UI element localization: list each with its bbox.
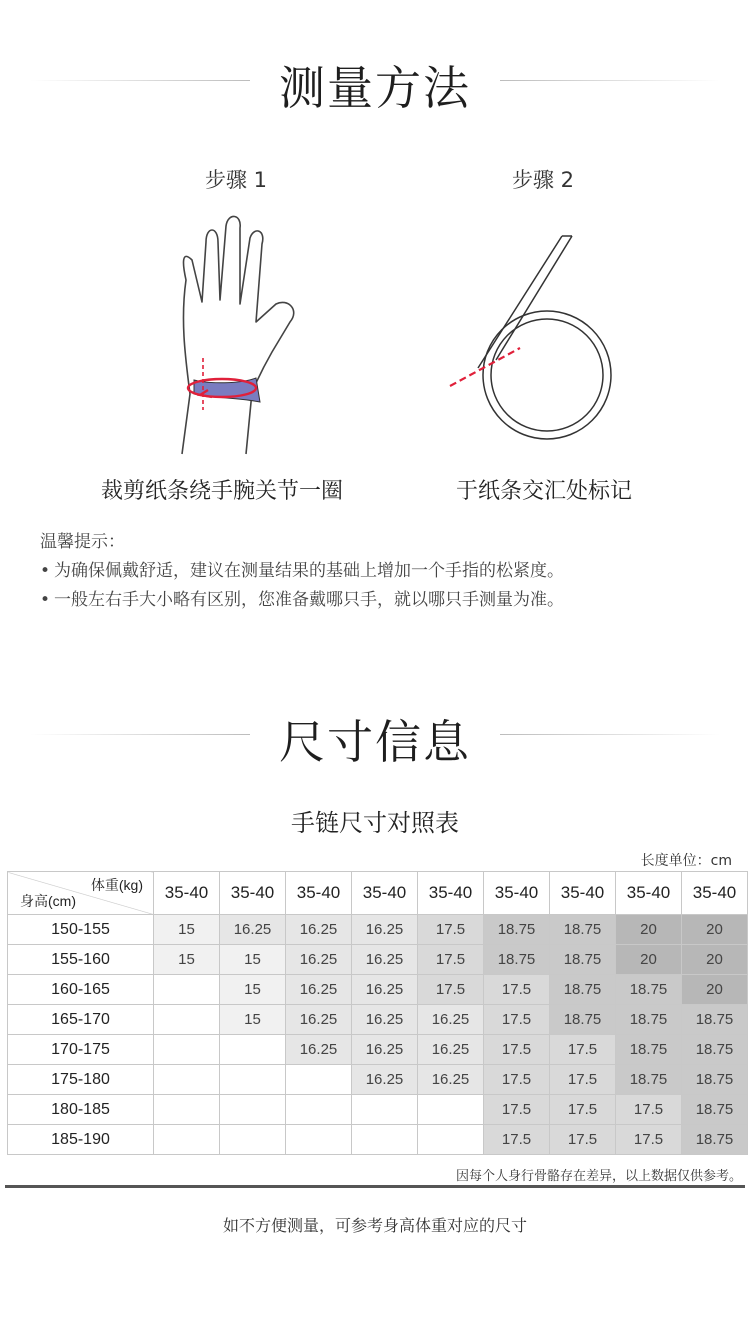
size-cell: 17.5 — [418, 945, 484, 975]
weight-column-header: 35-40 — [286, 872, 352, 915]
size-cell — [286, 1125, 352, 1155]
size-cell: 16.25 — [352, 915, 418, 945]
size-cell: 15 — [220, 945, 286, 975]
size-cell — [220, 1035, 286, 1065]
size-cell — [154, 975, 220, 1005]
size-cell: 16.25 — [352, 1035, 418, 1065]
size-cell: 17.5 — [484, 1065, 550, 1095]
weight-column-header: 35-40 — [352, 872, 418, 915]
size-table — [7, 871, 748, 1155]
size-cell: 18.75 — [682, 1035, 748, 1065]
size-title: 尺寸信息 — [279, 715, 471, 769]
tips-block — [40, 528, 564, 615]
size-cell: 16.25 — [352, 1065, 418, 1095]
size-cell: 15 — [220, 1005, 286, 1035]
paper-strip-illustration — [438, 228, 638, 448]
size-cell: 17.5 — [616, 1125, 682, 1155]
size-cell: 20 — [682, 975, 748, 1005]
size-cell: 17.5 — [484, 1005, 550, 1035]
size-cell: 18.75 — [616, 1035, 682, 1065]
size-cell: 17.5 — [484, 1125, 550, 1155]
footer-note: 如不方便测量，可参考身高体重对应的尺寸 — [222, 1216, 527, 1235]
size-cell: 16.25 — [418, 1065, 484, 1095]
size-cell: 18.75 — [616, 1065, 682, 1095]
size-cell: 16.25 — [418, 1035, 484, 1065]
size-cell: 16.25 — [286, 1035, 352, 1065]
size-cell — [352, 1095, 418, 1125]
table-row — [8, 1035, 748, 1065]
table-header-row — [8, 872, 748, 915]
step1-label: 步骤 1 — [204, 168, 268, 192]
weight-column-header: 35-40 — [418, 872, 484, 915]
height-row-header: 170-175 — [8, 1035, 154, 1065]
size-cell: 18.75 — [550, 975, 616, 1005]
size-cell: 16.25 — [352, 1005, 418, 1035]
size-cell — [154, 1005, 220, 1035]
size-cell: 15 — [220, 975, 286, 1005]
tip-item: • 为确保佩戴舒适，建议在测量结果的基础上增加一个手指的松紧度。 — [40, 557, 564, 586]
size-cell — [352, 1125, 418, 1155]
size-cell: 20 — [682, 945, 748, 975]
size-cell — [220, 1065, 286, 1095]
weight-column-header: 35-40 — [616, 872, 682, 915]
size-cell: 18.75 — [484, 915, 550, 945]
weight-axis-label: 体重(kg) — [90, 877, 143, 893]
height-row-header: 175-180 — [8, 1065, 154, 1095]
size-cell — [154, 1125, 220, 1155]
size-cell: 17.5 — [418, 915, 484, 945]
size-cell: 17.5 — [484, 1035, 550, 1065]
disclaimer-note: 因每个人身行骨骼存在差异，以上数据仅供参考。 — [455, 1169, 742, 1184]
table-row — [8, 915, 748, 945]
size-cell — [154, 1095, 220, 1125]
size-cell: 18.75 — [484, 945, 550, 975]
size-cell: 16.25 — [418, 1005, 484, 1035]
size-cell — [154, 1035, 220, 1065]
size-cell: 15 — [154, 915, 220, 945]
height-row-header: 180-185 — [8, 1095, 154, 1125]
size-cell: 16.25 — [286, 915, 352, 945]
step2-caption: 于纸条交汇处标记 — [455, 479, 632, 504]
table-row — [8, 1095, 748, 1125]
tips-heading: 温馨提示： — [40, 532, 125, 552]
size-cell: 16.25 — [286, 945, 352, 975]
size-cell: 18.75 — [616, 975, 682, 1005]
weight-column-header: 35-40 — [550, 872, 616, 915]
size-cell — [418, 1125, 484, 1155]
step2-label: 步骤 2 — [511, 168, 575, 192]
size-cell — [286, 1095, 352, 1125]
size-cell: 18.75 — [616, 1005, 682, 1035]
size-cell: 20 — [682, 915, 748, 945]
table-row — [8, 975, 748, 1005]
size-cell: 18.75 — [550, 915, 616, 945]
height-row-header: 150-155 — [8, 915, 154, 945]
size-cell: 17.5 — [550, 1065, 616, 1095]
bullet-icon: • — [40, 590, 51, 610]
size-cell: 17.5 — [616, 1095, 682, 1125]
size-cell: 18.75 — [550, 1005, 616, 1035]
size-cell: 16.25 — [286, 975, 352, 1005]
size-cell: 16.25 — [220, 915, 286, 945]
weight-column-header: 35-40 — [220, 872, 286, 915]
size-cell: 18.75 — [682, 1095, 748, 1125]
tip-item: • 一般左右手大小略有区别，您准备戴哪只手，就以哪只手测量为准。 — [40, 586, 564, 615]
height-row-header: 165-170 — [8, 1005, 154, 1035]
size-cell: 17.5 — [484, 975, 550, 1005]
divider — [5, 1185, 745, 1188]
table-title: 手链尺寸对照表 — [291, 809, 459, 837]
size-cell: 17.5 — [418, 975, 484, 1005]
size-cell: 16.25 — [352, 975, 418, 1005]
height-axis-label: 身高(cm) — [20, 893, 76, 909]
size-cell: 18.75 — [682, 1005, 748, 1035]
table-row — [8, 945, 748, 975]
height-row-header: 155-160 — [8, 945, 154, 975]
size-cell: 17.5 — [550, 1095, 616, 1125]
size-cell — [220, 1125, 286, 1155]
size-cell — [220, 1095, 286, 1125]
size-cell: 20 — [616, 945, 682, 975]
table-row — [8, 1125, 748, 1155]
height-row-header: 185-190 — [8, 1125, 154, 1155]
weight-column-header: 35-40 — [484, 872, 550, 915]
unit-label: 长度单位：cm — [640, 853, 732, 869]
size-cell: 20 — [616, 915, 682, 945]
size-cell: 17.5 — [550, 1035, 616, 1065]
size-cell — [418, 1095, 484, 1125]
measure-title: 测量方法 — [279, 61, 471, 115]
size-cell: 16.25 — [352, 945, 418, 975]
size-cell — [286, 1065, 352, 1095]
size-cell: 17.5 — [550, 1125, 616, 1155]
size-cell: 15 — [154, 945, 220, 975]
size-cell: 18.75 — [682, 1065, 748, 1095]
hand-wrap-illustration — [160, 212, 320, 462]
size-cell: 18.75 — [550, 945, 616, 975]
size-cell: 16.25 — [286, 1005, 352, 1035]
table-row — [8, 1005, 748, 1035]
step1-caption: 裁剪纸条绕手腕关节一圈 — [100, 479, 343, 504]
weight-column-header: 35-40 — [154, 872, 220, 915]
weight-column-header: 35-40 — [682, 872, 748, 915]
size-cell — [154, 1065, 220, 1095]
height-row-header: 160-165 — [8, 975, 154, 1005]
table-corner-cell — [8, 872, 154, 915]
table-row — [8, 1065, 748, 1095]
size-cell: 18.75 — [682, 1125, 748, 1155]
bullet-icon: • — [40, 561, 51, 581]
size-cell: 17.5 — [484, 1095, 550, 1125]
